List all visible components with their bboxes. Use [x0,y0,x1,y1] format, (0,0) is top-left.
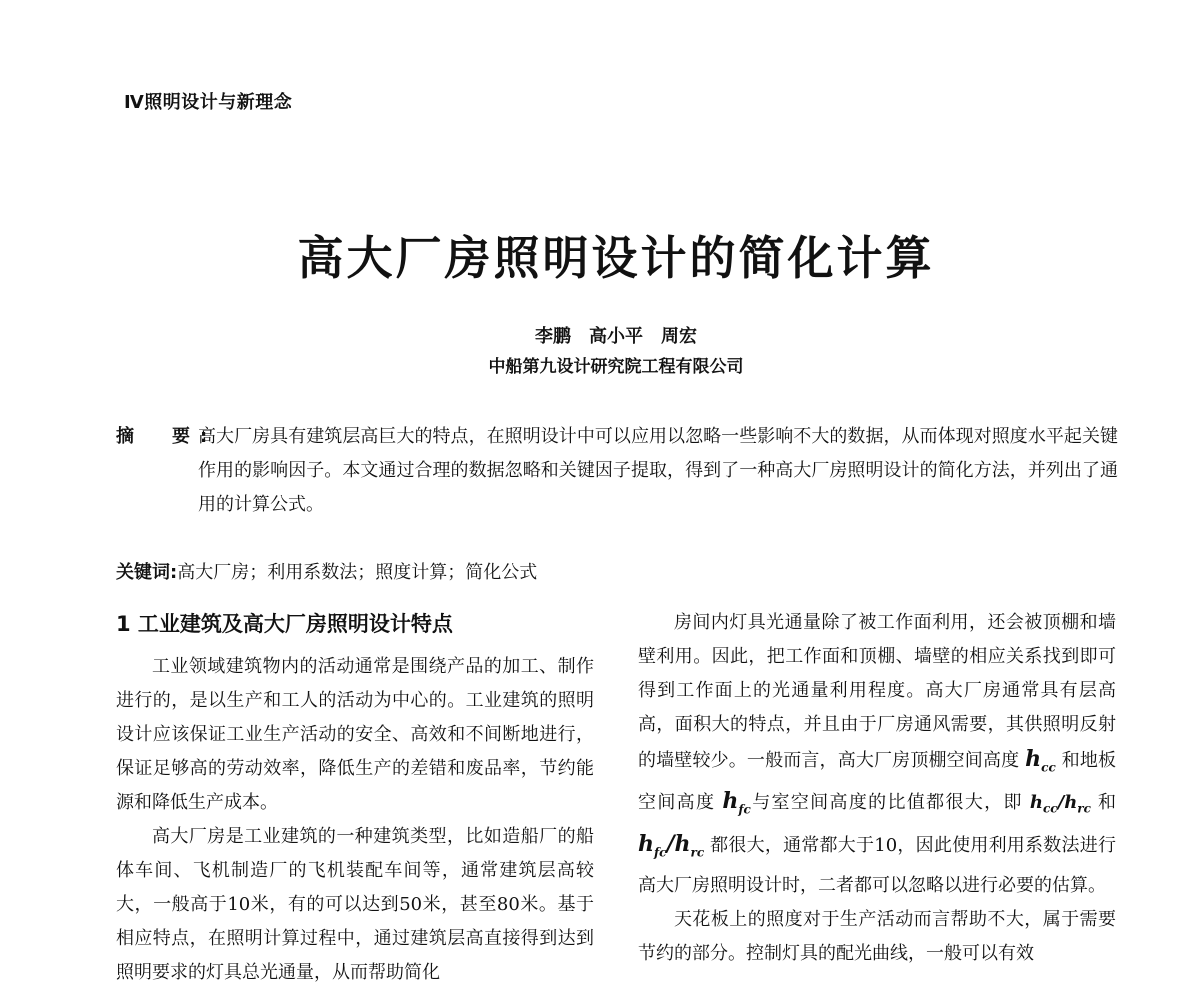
paragraph: 工业领域建筑物内的活动通常是围绕产品的加工、制作进行的，是以生产和工人的活动为中心的。工业建筑的照明设计应该保证工业生产活动的安全、高效和不间断地进行，保证足够高的劳动效率，降低生产的差错和废品率，节约能源和降低生产成本。 [116,656,594,813]
math-ratio-fc-rc: $h_{fc}/h_{rc}$ [638,830,705,860]
keywords [116,558,537,584]
affiliation: 中船第九设计研究院工程有限公司 [488,357,744,377]
right-column [638,606,1116,971]
keywords-label: 关键词: [116,562,178,583]
keywords-text: 高大厂房；利用系数法；照度计算；简化公式 [177,562,538,583]
article-title: 高大厂房照明设计的简化计算 [297,231,935,285]
section-heading: 1 工业建筑及高大厂房照明设计特点 [116,612,453,636]
abstract-text: 高大厂房具有建筑层高巨大的特点，在照明设计中可以应用以忽略一些影响不大的数据，从而体现对照度水平起关键作用的影响因子。本文通过合理的数据忽略和关键因子提取，得到了一种高大厂房照明设计的简化方法，并列出了通用的计算公式。 [198,426,1118,515]
math-ratio-cc-rc: $h_{cc}/h_{rc}$ [1029,792,1091,816]
abstract-label: 摘 要: [116,426,218,447]
paragraph: 高大厂房是工业建筑的一种建筑类型，比如造船厂的船体车间、飞机制造厂的飞机装配车间等，通常建筑层高较大，一般高于10米，有的可以达到50米，甚至80米。基于相应特点，在照明计算过程中，通过建筑层高直接得到达到照明要求的灯具总光通量，从而帮助简化 [116,826,594,983]
math-h-fc: $h_{fc}$ [722,788,751,817]
paragraph: 天花板上的照度对于生产活动而言帮助不大，属于需要节约的部分。控制灯具的配光曲线，一般可以有效 [638,909,1116,965]
authors: 李鹏 高小平 周宏 [535,326,697,347]
running-header: Ⅳ照明设计与新理念 [124,92,293,113]
math-h-cc: $h_{cc}$ [1025,746,1056,775]
paragraph: 房间内灯具光通量除了被工作面利用，还会被顶棚和墙壁利用。因此，把工作面和顶棚、墙壁的相应关系找到即可得到工作面上的光通量利用程度。高大厂房通常具有层高高，面积大的特点，并且由于厂房通风需要，其供照明反射的墙壁较少。一般而言，高大厂房顶棚空间高度 $h_{cc}$ 和地板空间高度 $h_{fc}$与室空间高度的比值都很大，即 $h_{cc}/h_{rc}$ 和 $h_{fc}/h_{rc}$ 都很大，通常都大于10，因此使用利用系数法进行高大厂房照明设计时，二者都可以忽略以进行必要的估算。 [638,612,1116,897]
left-column [116,650,594,990]
